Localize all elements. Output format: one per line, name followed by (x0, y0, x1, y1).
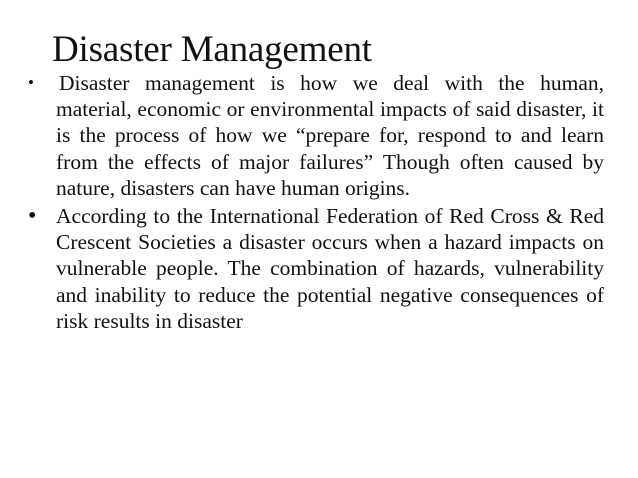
bullet-text-ifrc: According to the International Federation of Red Cross & Red Crescent Societies a disaster occurs when a hazard impacts on vulnerable people. The combination of hazards, vulnerability and inability to reduce the potential negative consequences of risk results in disaster (56, 204, 604, 333)
bullet-text-definition: Disaster management is how we deal with the human, material, economic or environmental impacts of said disaster, it is the process of how we “prepare for, respond to and learn from the effects of major failures” Though often caused by nature, disasters can have human origins. (56, 71, 604, 200)
slide-title: Disaster Management (52, 29, 372, 70)
bullet-item-definition (28, 70, 604, 201)
bullet-icon: • (28, 73, 34, 92)
bullet-list (28, 70, 604, 334)
bullet-item-ifrc (28, 203, 604, 334)
bullet-icon: • (28, 203, 37, 230)
